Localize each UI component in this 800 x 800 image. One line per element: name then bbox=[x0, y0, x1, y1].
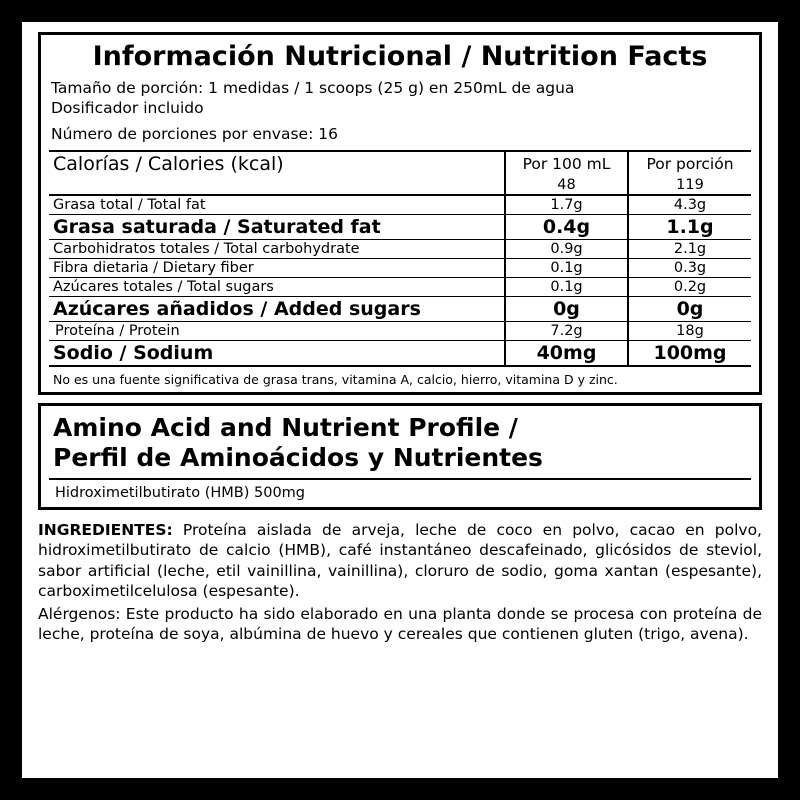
nutrient-value-100ml: 40mg bbox=[505, 340, 628, 366]
nutrition-table bbox=[49, 152, 751, 367]
nutrient-name: Fibra dietaria / Dietary fiber bbox=[49, 258, 505, 277]
nutrient-value-serving: 0.2g bbox=[628, 277, 751, 296]
table-row bbox=[49, 214, 751, 239]
nutrient-name: Proteína / Protein bbox=[49, 321, 505, 340]
nutrition-label-page bbox=[22, 22, 778, 778]
nutrient-value-serving: 2.1g bbox=[628, 239, 751, 258]
table-row bbox=[49, 239, 751, 258]
calories-label: Calorías / Calories (kcal) bbox=[53, 152, 284, 175]
table-header-row bbox=[49, 152, 751, 176]
table-row bbox=[49, 277, 751, 296]
table-row bbox=[49, 195, 751, 215]
nutrient-value-100ml: 1.7g bbox=[505, 195, 628, 215]
nutrition-footnote: No es una fuente significativa de grasa trans, vitamina A, calcio, hierro, vitamina D y zinc. bbox=[53, 371, 618, 387]
amino-title-line2: Perfil de Aminoácidos y Nutrientes bbox=[53, 442, 543, 472]
nutrient-value-serving: 1.1g bbox=[628, 214, 751, 239]
ingredients-paragraph bbox=[38, 520, 762, 602]
serving-size-text: Tamaño de porción: 1 medidas / 1 scoops (25 g) en 250mL de agua bbox=[51, 79, 575, 98]
nutrient-value-serving: 4.3g bbox=[628, 195, 751, 215]
nutrient-name: Grasa saturada / Saturated fat bbox=[49, 214, 505, 239]
column-header-per-100ml: Por 100 mL bbox=[505, 152, 628, 176]
allergens-paragraph: Alérgenos: Este producto ha sido elaborado en una planta donde se procesa con proteína de leche, proteína de soya, albúmina de huevo y cereales que contienen gluten (trigo, avena). bbox=[38, 604, 762, 644]
amino-acid-panel bbox=[38, 403, 762, 510]
scoop-note-text: Dosificador incluido bbox=[51, 99, 204, 118]
table-row bbox=[49, 296, 751, 321]
nutrition-facts-panel bbox=[38, 32, 762, 395]
nutrient-value-serving: 18g bbox=[628, 321, 751, 340]
nutrient-value-100ml: 0.4g bbox=[505, 214, 628, 239]
calories-per-serving: 119 bbox=[628, 176, 751, 195]
nutrient-value-100ml: 0.9g bbox=[505, 239, 628, 258]
servings-per-container-text: Número de porciones por envase: 16 bbox=[51, 125, 338, 143]
calories-row bbox=[49, 176, 751, 195]
nutrient-value-100ml: 7.2g bbox=[505, 321, 628, 340]
table-row bbox=[49, 340, 751, 366]
calories-spacer bbox=[49, 176, 505, 195]
page-title: Información Nutricional / Nutrition Facts bbox=[92, 41, 708, 72]
nutrient-name: Carbohidratos totales / Total carbohydrate bbox=[49, 239, 505, 258]
ingredients-label: INGREDIENTES: bbox=[38, 520, 173, 539]
nutrient-name: Grasa total / Total fat bbox=[49, 195, 505, 215]
table-row bbox=[49, 258, 751, 277]
nutrient-value-100ml: 0g bbox=[505, 296, 628, 321]
nutrient-value-serving: 0g bbox=[628, 296, 751, 321]
calories-per-100ml: 48 bbox=[505, 176, 628, 195]
nutrient-value-serving: 0.3g bbox=[628, 258, 751, 277]
nutrient-value-100ml: 0.1g bbox=[505, 258, 628, 277]
nutrient-name: Azúcares añadidos / Added sugars bbox=[49, 296, 505, 321]
amino-title-line1: Amino Acid and Nutrient Profile / bbox=[53, 412, 518, 442]
nutrient-value-serving: 100mg bbox=[628, 340, 751, 366]
table-row bbox=[49, 321, 751, 340]
nutrient-name: Azúcares totales / Total sugars bbox=[49, 277, 505, 296]
ingredients-section bbox=[38, 520, 762, 645]
amino-item: Hidroximetilbutirato (HMB) 500mg bbox=[55, 484, 306, 501]
nutrient-value-100ml: 0.1g bbox=[505, 277, 628, 296]
column-header-per-serving: Por porción bbox=[628, 152, 751, 176]
ingredients-text: Proteína aislada de arveja, leche de coco en polvo, cacao en polvo, hidroximetilbutirato de calcio (HMB), café instantáneo descafeinado, glicósidos de steviol, sabor artificial (leche, etil vainillina, vainillina), cloruro de sodio, goma xantan (espesante), carboximetilcelulosa (espesante). bbox=[38, 520, 762, 601]
nutrient-name: Sodio / Sodium bbox=[49, 340, 505, 366]
